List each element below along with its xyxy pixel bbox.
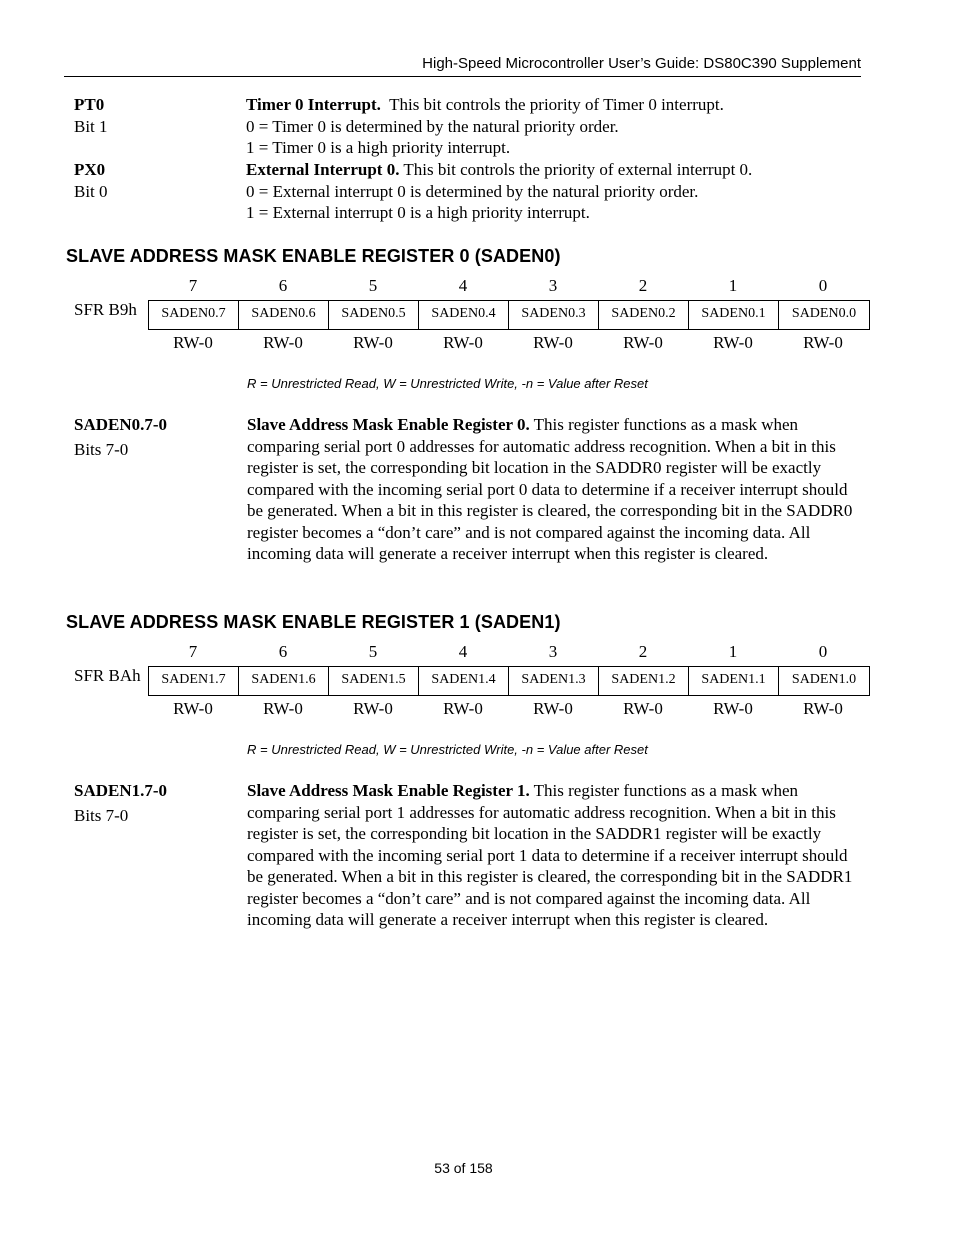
sfr-address: SFR BAh — [74, 666, 141, 685]
bitfield-description — [247, 780, 859, 931]
sfr-address: SFR B9h — [74, 300, 137, 319]
register-bit-cell: SADEN1.7 — [149, 667, 239, 695]
bit-value-0: 0 = Timer 0 is determined by the natural priority order. — [246, 116, 619, 136]
bit-number: 3 — [548, 642, 558, 661]
bit-position: Bit 0 — [74, 181, 108, 201]
bit-title: External Interrupt 0. — [246, 160, 400, 179]
bit-summary: This bit controls the priority of external interrupt 0. — [399, 160, 753, 179]
bitfield-name: SADEN0.7-0 — [74, 415, 168, 434]
bitfield-bits: Bits 7-0 — [74, 806, 129, 825]
access-row — [148, 699, 870, 721]
running-header: High-Speed Microcontroller User’s Guide: DS80C390 Supplement — [422, 55, 861, 72]
bit-position: Bit 1 — [74, 116, 108, 136]
section-heading-saden1: SLAVE ADDRESS MASK ENABLE REGISTER 1 (SADEN1) — [66, 612, 561, 632]
access-row — [148, 333, 870, 355]
bitfield-title: Slave Address Mask Enable Register 1. — [247, 781, 530, 800]
register-bit-cell: SADEN1.0 — [791, 672, 857, 687]
access-type: RW-0 — [713, 333, 753, 352]
access-type: RW-0 — [803, 699, 843, 718]
register-bit-cell: SADEN1.6 — [239, 667, 329, 695]
register-bit-cell: SADEN1.4 — [419, 667, 509, 695]
register-bit-cell: SADEN1.3 — [509, 667, 599, 695]
bitfield-name: SADEN1.7-0 — [74, 781, 168, 800]
bit-number: 4 — [458, 642, 468, 661]
bitfield-title: Slave Address Mask Enable Register 0. — [247, 415, 530, 434]
bit-number: 1 — [728, 642, 738, 661]
bitfield-text: This register functions as a mask when comparing serial port 1 addresses for automatic address recognition. When a bit in this register is set, the corresponding bit location in the SADDR1 register will be exactly compared with the incoming serial port 1 data to determine if a receiver interrupt should be generated. When a bit in this register is cleared, the corresponding bit in the SADDR1 register becomes a “don’t care” and is not compared against the incoming data. All incoming data will generate a receiver interrupt when this register is cleared. — [247, 781, 853, 929]
register-bit-cell: SADEN0.5 — [329, 301, 419, 329]
bit-value-1: 1 = Timer 0 is a high priority interrupt. — [246, 138, 511, 157]
bit-number: 6 — [278, 642, 288, 661]
bit-number: 3 — [548, 276, 558, 295]
section-heading-saden0: SLAVE ADDRESS MASK ENABLE REGISTER 0 (SADEN0) — [66, 246, 561, 266]
bit-number: 4 — [458, 276, 468, 295]
bit-number: 2 — [638, 276, 648, 295]
access-type: RW-0 — [533, 699, 573, 718]
register-diagram-saden1 — [74, 642, 874, 732]
register-diagram-saden0 — [74, 276, 874, 366]
bit-number: 6 — [278, 276, 288, 295]
bit-definition-px0 — [74, 159, 864, 225]
bit-number: 5 — [368, 642, 378, 661]
access-type: RW-0 — [713, 699, 753, 718]
register-bit-cell: SADEN0.3 — [509, 301, 599, 329]
register-bit-cell: SADEN1.1 — [689, 667, 779, 695]
register-bit-cell: SADEN0.4 — [419, 301, 509, 329]
bit-description — [246, 94, 856, 159]
register-bit-cell: SADEN0.0 — [791, 306, 857, 321]
access-type: RW-0 — [263, 333, 303, 352]
access-type: RW-0 — [173, 333, 213, 352]
register-bit-cell: SADEN0.2 — [599, 301, 689, 329]
bit-name: PX0 — [74, 160, 106, 179]
bitfield-bits: Bits 7-0 — [74, 440, 129, 459]
bit-definition-pt0 — [74, 94, 864, 160]
header-rule — [64, 76, 861, 77]
bit-name: PT0 — [74, 95, 105, 114]
access-type: RW-0 — [353, 699, 393, 718]
bit-description — [246, 159, 856, 224]
bitfield-description — [247, 414, 859, 565]
bit-number: 7 — [188, 642, 198, 661]
bitfield-text: This register functions as a mask when comparing serial port 0 addresses for automatic address recognition. When a bit in this register is set, the corresponding bit location in the SADDR0 register will be exactly compared with the incoming serial port 0 data to determine if a receiver interrupt should be generated. When a bit in this register is cleared, the corresponding bit in the SADDR0 register becomes a “don’t care” and is not compared against the incoming data. All incoming data will generate a receiver interrupt when this register is cleared. — [247, 415, 853, 563]
register-bit-cell: SADEN1.5 — [329, 667, 419, 695]
access-legend: R = Unrestricted Read, W = Unrestricted Write, -n = Value after Reset — [247, 742, 648, 757]
register-bit-cell: SADEN0.7 — [149, 301, 239, 329]
bitfield-saden0 — [74, 414, 864, 589]
register-bit-cell: SADEN1.2 — [599, 667, 689, 695]
access-type: RW-0 — [623, 333, 663, 352]
register-bit-cells — [148, 666, 870, 696]
access-legend: R = Unrestricted Read, W = Unrestricted Write, -n = Value after Reset — [247, 376, 648, 391]
access-type: RW-0 — [443, 699, 483, 718]
bit-number: 2 — [638, 642, 648, 661]
bit-value-1: 1 = External interrupt 0 is a high priority interrupt. — [246, 203, 590, 222]
bit-value-0: 0 = External interrupt 0 is determined by the natural priority order. — [246, 181, 699, 201]
access-type: RW-0 — [263, 699, 303, 718]
access-type: RW-0 — [173, 699, 213, 718]
access-type: RW-0 — [353, 333, 393, 352]
register-bit-cells — [148, 300, 870, 330]
access-type: RW-0 — [803, 333, 843, 352]
access-type: RW-0 — [623, 699, 663, 718]
bit-number-row — [148, 642, 870, 664]
bit-number: 0 — [818, 642, 828, 661]
bit-title: Timer 0 Interrupt. — [246, 95, 381, 114]
bitfield-saden1 — [74, 780, 864, 955]
access-type: RW-0 — [443, 333, 483, 352]
bit-number: 0 — [818, 276, 828, 295]
bit-number: 1 — [728, 276, 738, 295]
register-bit-cell: SADEN0.6 — [239, 301, 329, 329]
bit-summary: This bit controls the priority of Timer 0 interrupt. — [380, 95, 724, 114]
bit-number: 5 — [368, 276, 378, 295]
register-bit-cell: SADEN0.1 — [689, 301, 779, 329]
bit-number-row — [148, 276, 870, 298]
bit-number: 7 — [188, 276, 198, 295]
access-type: RW-0 — [533, 333, 573, 352]
page-number: 53 of 158 — [434, 1160, 493, 1176]
